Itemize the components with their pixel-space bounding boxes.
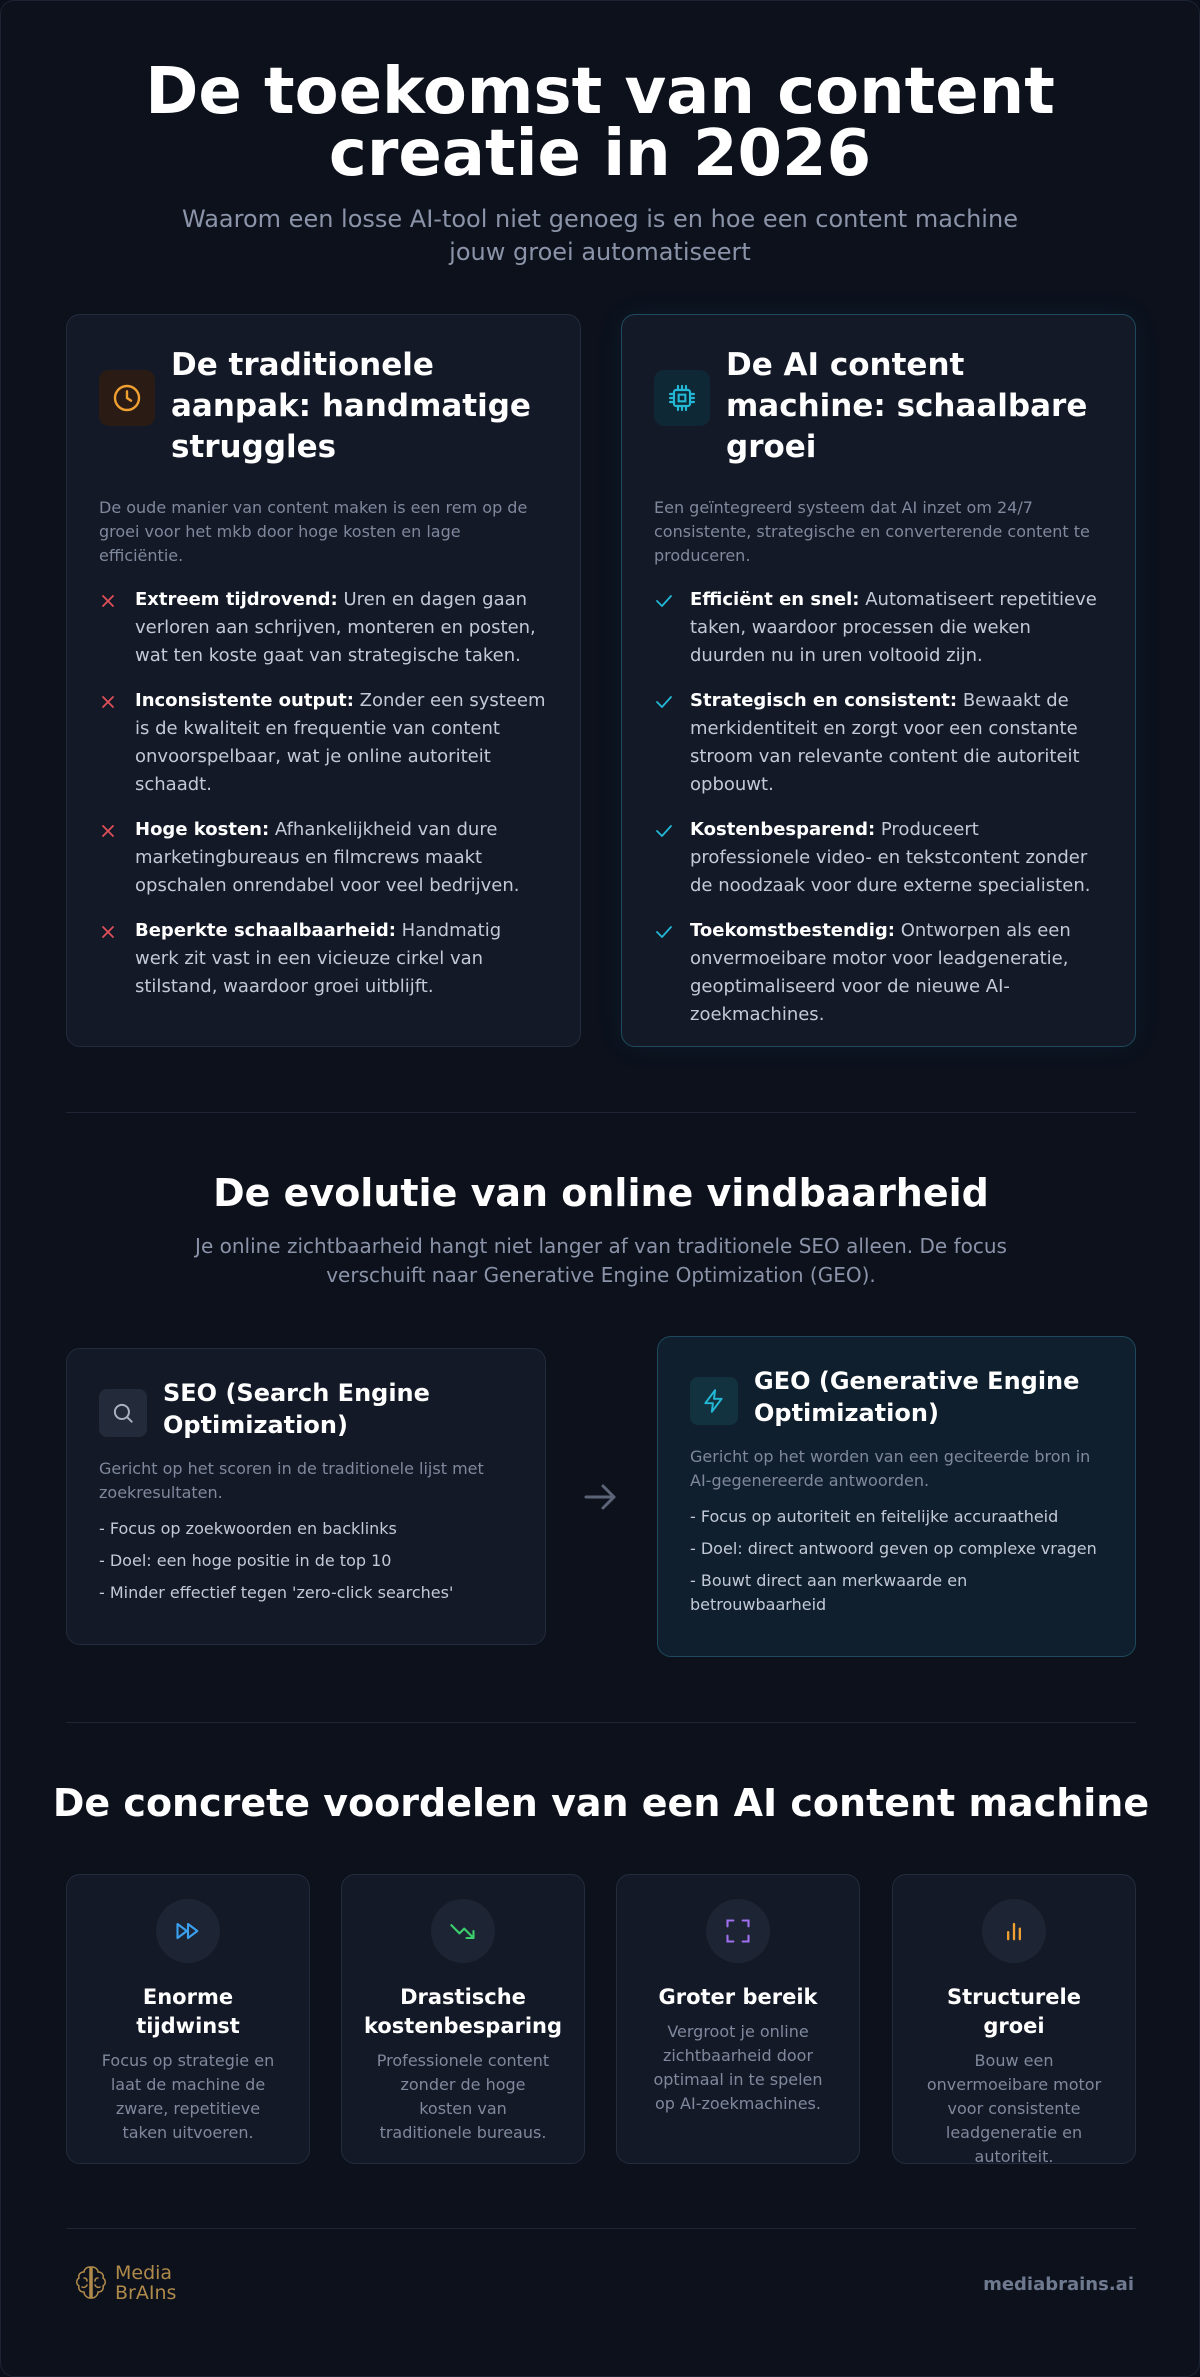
seo-list [99,1517,513,1605]
list-item [654,687,1103,799]
item-bold: Toekomstbestendig: [690,920,895,941]
comparison-cards [66,314,1136,1047]
footer-website-link[interactable]: mediabrains.ai [983,2274,1134,2295]
brain-icon [73,2263,109,2303]
page-subtitle: Waarom een losse AI-tool niet genoeg is en hoe een content machine jouw groei automatiseert [182,205,1018,266]
benefit-card [616,1874,860,2164]
expand-frame-icon [706,1899,770,1963]
clock-icon [99,370,155,426]
check-icon [654,822,676,900]
item-text: Automatiseert repetitieve taken, waardoor processen die weken duurden nu in uren voltooid zijn. [690,589,1097,666]
seo-title: SEO (Search Engine Optimization) [163,1379,430,1439]
search-icon [99,1389,147,1437]
list-item [99,816,548,900]
item-bold: Beperkte schaalbaarheid: [135,920,396,941]
benefit-card [892,1874,1136,2164]
traditional-list [99,586,548,1001]
cross-icon [99,822,121,900]
check-icon [654,592,676,670]
check-icon [654,923,676,1029]
hero [1,1,1199,269]
list-item: - Focus op zoekwoorden en backlinks [99,1519,397,1538]
item-text: Uren en dagen gaan verloren aan schrijven, monteren en posten, wat ten koste gaat van strategische taken. [135,589,536,666]
ai-machine-description: Een geïntegreerd systeem dat AI inzet om 24/7 consistente, strategische en converterende content te produceren. [654,498,1090,565]
cross-icon [99,693,121,799]
list-item: - Bouwt direct aan merkwaarde en betrouwbaarheid [690,1571,968,1614]
bar-chart-icon [982,1899,1046,1963]
ai-machine-title: De AI content machine: schaalbare groei [726,347,1088,465]
list-item [99,586,548,670]
seo-description: Gericht op het scoren in de traditionele lijst met zoekresultaten. [99,1459,484,1502]
cross-icon [99,592,121,670]
item-bold: Efficiënt en snel: [690,589,860,610]
brand-line-1: Media [115,2262,173,2284]
page-title: De toekomst van content creatie in 2026 [145,55,1055,191]
list-item: - Doel: een hoge positie in de top 10 [99,1551,392,1570]
benefit-text: Bouw een onvermoeibare motor voor consistente leadgeneratie en autoriteit. [926,2051,1102,2166]
section-divider [66,2228,1136,2229]
benefit-cards [66,1874,1136,2164]
check-icon [654,693,676,799]
item-bold: Extreem tijdrovend: [135,589,338,610]
benefit-title: Groter bereik [658,1985,818,2009]
benefit-card [341,1874,585,2164]
list-item: - Focus op autoriteit en feitelijke accuraatheid [690,1507,1059,1526]
benefits-title: De concrete voordelen van een AI content machine [52,1781,1150,1825]
geo-description: Gericht op het worden van een geciteerde bron in AI-gegenereerde antwoorden. [690,1447,1091,1490]
list-item [99,917,548,1001]
brand-line-2: BrAIns [115,2282,177,2304]
list-item [654,816,1103,900]
evolution-title: De evolutie van online vindbaarheid [213,1171,989,1215]
benefit-title: Drastische kostenbesparing [363,1985,563,2038]
list-item [654,917,1103,1029]
list-item: - Minder effectief tegen 'zero-click searches' [99,1583,454,1602]
benefit-card [66,1874,310,2164]
benefit-text: Focus op strategie en laat de machine de zware, repetitieve taken uitvoeren. [101,2051,275,2142]
arrow-right-icon [581,1477,621,1517]
traditional-card [66,314,581,1047]
lightning-icon [690,1377,738,1425]
item-text: Handmatig werk zit vast in een vicieuze cirkel van stilstand, waardoor groei uitblijft. [135,920,502,997]
brand-logo[interactable] [73,2263,176,2303]
geo-list [690,1505,1103,1617]
benefit-title: Enorme tijdwinst [136,1985,240,2038]
item-text: Produceert professionele video- en tekstcontent zonder de noodzaak voor dure externe specialisten. [690,819,1091,896]
item-bold: Kostenbesparend: [690,819,876,840]
cross-icon [99,923,121,1001]
geo-title: GEO (Generative Engine Optimization) [754,1367,1080,1427]
ai-machine-list [654,586,1103,1029]
list-item [654,586,1103,670]
cpu-chip-icon [654,370,710,426]
list-item: - Doel: direct antwoord geven op complexe vragen [690,1539,1097,1558]
ai-machine-card [621,314,1136,1047]
brand-name [115,2263,176,2303]
benefit-text: Professionele content zonder de hoge kosten van traditionele bureaus. [376,2051,550,2142]
section-divider [66,1112,1136,1113]
trending-down-icon [431,1899,495,1963]
list-item [99,687,548,799]
evolution-subtitle: Je online zichtbaarheid hangt niet langer af van traditionele SEO alleen. De focus verschuift naar Generative Engine Optimization (GEO). [195,1234,1007,1287]
seo-card [66,1348,546,1645]
fast-forward-icon [156,1899,220,1963]
item-text: Bewaakt de merkidentiteit en zorgt voor een constante stroom van relevante content die autoriteit opbouwt. [690,690,1080,795]
item-text: Ontworpen als een onvermoeibare motor voor leadgeneratie, geoptimaliseerd voor de nieuwe AI-zoekmachines. [690,920,1071,1025]
section-divider [66,1722,1136,1723]
item-bold: Inconsistente output: [135,690,354,711]
geo-card [657,1336,1136,1657]
benefit-text: Vergroot je online zichtbaarheid door optimaal in te spelen op AI-zoekmachines. [653,2022,823,2113]
benefit-title: Structurele groei [947,1985,1081,2038]
traditional-description: De oude manier van content maken is een rem op de groei voor het mkb door hoge kosten en lage efficiëntie. [99,498,528,565]
traditional-title: De traditionele aanpak: handmatige struggles [171,347,531,465]
item-text: Zonder een systeem is de kwaliteit en frequentie van content onvoorspelbaar, wat je online autoriteit schaadt. [135,690,546,795]
item-bold: Strategisch en consistent: [690,690,958,711]
item-text: Afhankelijkheid van dure marketingbureaus en filmcrews maakt opschalen onrendabel voor veel bedrijven. [135,819,520,896]
item-bold: Hoge kosten: [135,819,270,840]
